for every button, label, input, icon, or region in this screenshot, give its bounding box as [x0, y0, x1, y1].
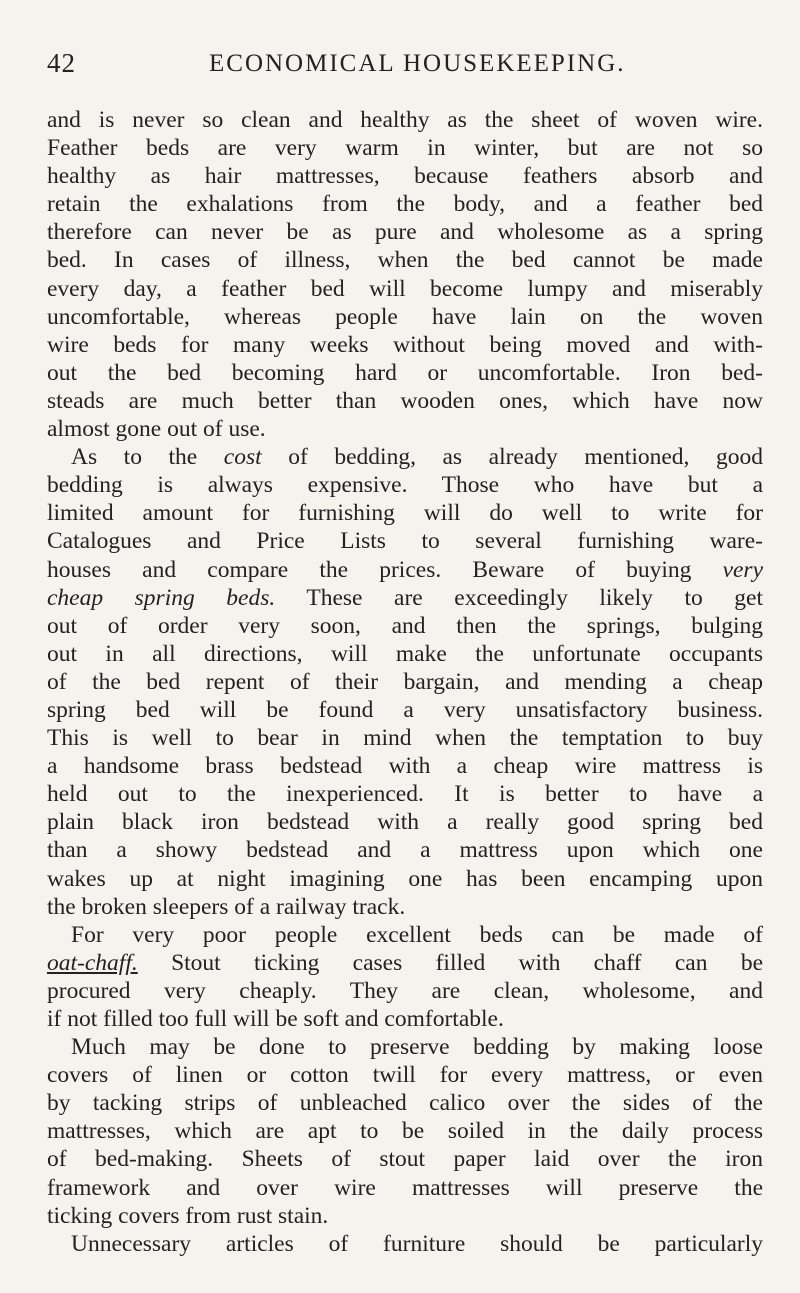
text-line: by tacking strips of unbleached calico over the sides of the [47, 1090, 763, 1117]
text-line: of the bed repent of their bargain, and mending a cheap [47, 668, 763, 695]
text-line: than a showy bedstead and a mattress upon which one [47, 837, 763, 864]
text-run: As to the [71, 444, 224, 471]
text-line: out the bed becoming hard or uncomfortable. Iron bed- [47, 359, 763, 386]
italic-term-very: very [722, 556, 763, 583]
text-line: if not filled too full will be soft and comfortable. [47, 1006, 504, 1032]
text-line: and is never so clean and healthy as the sheet of woven wire. [47, 107, 763, 133]
text-line: Catalogues and Price Lists to several furnishing ware- [47, 528, 763, 555]
text-line: healthy as hair mattresses, because feathers absorb and [47, 163, 763, 190]
text-line: Much may be done to preserve bedding by making loose [71, 1034, 763, 1061]
text-line: therefore can never be as pure and wholesome as a spring [47, 219, 763, 246]
text-line [47, 584, 763, 612]
text-line [47, 949, 763, 977]
text-line: bedding is always expensive. Those who have but a [47, 472, 763, 499]
italic-term-cheap-spring-beds: cheap spring beds. [47, 584, 276, 611]
text-line: a handsome brass bedstead with a cheap wire mattress is [47, 753, 763, 780]
text-line: the broken sleepers of a railway track. [47, 893, 406, 920]
text-line: covers of linen or cotton twill for every mattress, or even [47, 1062, 763, 1089]
text-line: held out to the inexperienced. It is better to have a [47, 781, 763, 808]
text-run: Stout ticking cases filled with chaff can be [137, 949, 763, 976]
body-text [47, 106, 763, 1258]
page-header [47, 48, 760, 78]
text-run: of bedding, as already mentioned, good [261, 444, 763, 471]
text-run: These are exceedingly likely to get [275, 584, 763, 611]
running-head: ECONOMICAL HOUSEKEEPING. [209, 50, 626, 77]
text-line: ticking covers from rust stain. [47, 1202, 329, 1229]
text-run: houses and compare the prices. Beware of buying [47, 556, 723, 583]
text-line: limited amount for furnishing will do well to write for [47, 500, 763, 527]
text-line: bed. In cases of illness, when the bed cannot be made [47, 247, 763, 274]
italic-term-cost: cost [223, 444, 262, 471]
text-line: wire beds for many weeks without being moved and with- [47, 331, 763, 358]
text-line [47, 556, 763, 584]
text-line: of bed-making. Sheets of stout paper laid over the iron [47, 1146, 763, 1173]
text-line: Unnecessary articles of furniture should be particularly [71, 1230, 763, 1257]
text-line: procured very cheaply. They are clean, wholesome, and [47, 977, 763, 1004]
text-line: spring bed will be found a very unsatisfactory business. [47, 696, 763, 723]
text-line: uncomfortable, whereas people have lain on the woven [47, 303, 763, 330]
text-line: wakes up at night imagining one has been encamping upon [47, 865, 763, 892]
text-line: retain the exhalations from the body, and a feather bed [47, 191, 763, 218]
page-number: 42 [47, 48, 76, 78]
text-line: Feather beds are very warm in winter, but are not so [47, 135, 763, 162]
italic-term-oat-chaff: oat-chaff. [47, 949, 138, 976]
text-line: plain black iron bedstead with a really good spring bed [47, 809, 763, 836]
text-line: This is well to bear in mind when the temptation to buy [47, 725, 763, 752]
text-line: mattresses, which are apt to be soiled in the daily process [47, 1118, 763, 1145]
text-line: every day, a feather bed will become lumpy and miserably [47, 275, 763, 302]
text-line: out of order very soon, and then the springs, bulging [47, 612, 763, 639]
text-line: framework and over wire mattresses will preserve the [47, 1174, 763, 1201]
text-line: almost gone out of use. [47, 416, 266, 443]
text-line: out in all directions, will make the unfortunate occupants [47, 640, 763, 667]
text-line: steads are much better than wooden ones, which have now [47, 387, 763, 414]
text-line [47, 443, 763, 471]
text-line: For very poor people excellent beds can be made of [71, 921, 763, 948]
